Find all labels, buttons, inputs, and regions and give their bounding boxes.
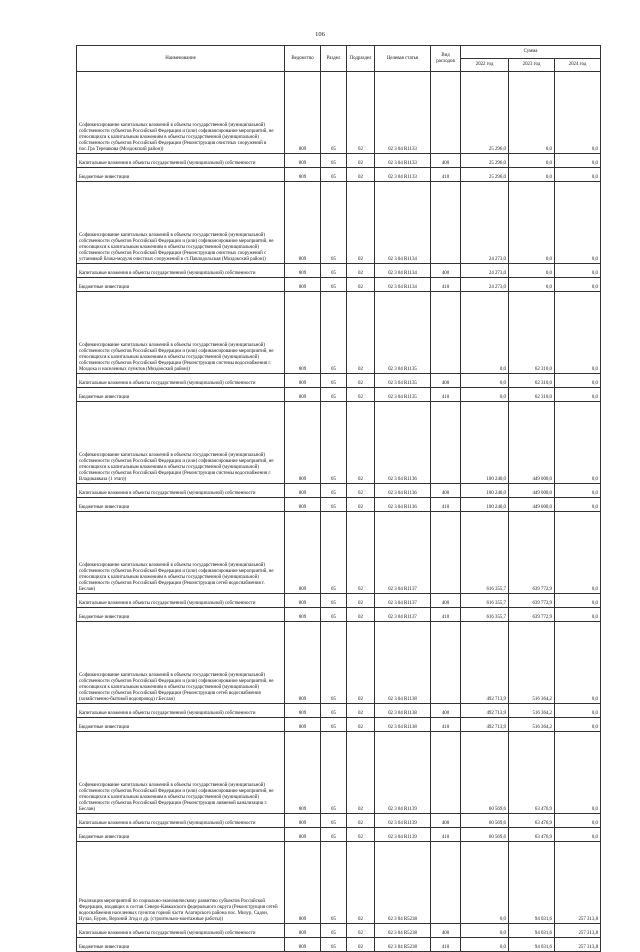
- table-row-program: [77, 622, 601, 704]
- cell-dept: 809: [285, 484, 321, 498]
- cell-dept: 809: [285, 374, 321, 388]
- cell-target: 02 3 04 R1134: [375, 264, 431, 278]
- cell-2022: 24 273,0: [461, 278, 509, 292]
- cell-name: Капитальные вложения в объекты государственной (муниципальной) собственности: [77, 814, 285, 828]
- cell-dept: 809: [285, 512, 321, 594]
- page-number: 106: [315, 31, 325, 38]
- cell-2022: 24 273,0: [461, 264, 509, 278]
- table-row-program: [77, 402, 601, 484]
- cell-exp-type: 400: [431, 484, 461, 498]
- cell-subsection: 02: [347, 374, 375, 388]
- cell-2022: 100 240,0: [461, 484, 509, 498]
- cell-section: 05: [321, 374, 347, 388]
- cell-subsection: 02: [347, 168, 375, 182]
- cell-exp-type: 410: [431, 278, 461, 292]
- table-row: [77, 814, 601, 828]
- cell-2022: 0,0: [461, 388, 509, 402]
- cell-exp-type: 410: [431, 718, 461, 732]
- table-row-program: [77, 72, 601, 154]
- cell-name: Бюджетные инвестиции: [77, 388, 285, 402]
- cell-subsection: 02: [347, 278, 375, 292]
- table-row: [77, 388, 601, 402]
- cell-2023: 0,0: [509, 154, 555, 168]
- cell-subsection: 02: [347, 938, 375, 952]
- cell-name: Софинансирование капитальных вложений в объекты государственной (муниципальной) собственности субъектов Российской Федерации и (или) софинансирование мероприятий, не относящихся к капитальным вложениям в объекты государственной (муниципальной) собственности субъектов Российской Федерации (Реконструкция очистных сооружений в пос.Гра Терешкова (Моздокский район)): [77, 72, 285, 154]
- cell-target: 02 3 04 R1136: [375, 402, 431, 484]
- cell-section: 05: [321, 182, 347, 264]
- cell-2024: 257 313,8: [555, 842, 601, 924]
- cell-dept: 809: [285, 278, 321, 292]
- cell-2022: 0,0: [461, 374, 509, 388]
- cell-exp-type: [431, 842, 461, 924]
- cell-section: 05: [321, 72, 347, 154]
- cell-section: 05: [321, 498, 347, 512]
- table-row: [77, 924, 601, 938]
- cell-dept: 809: [285, 154, 321, 168]
- cell-section: 05: [321, 594, 347, 608]
- cell-subsection: 02: [347, 264, 375, 278]
- cell-2022: 616 355,7: [461, 608, 509, 622]
- cell-exp-type: 400: [431, 594, 461, 608]
- table-row-program: [77, 732, 601, 814]
- cell-section: 05: [321, 732, 347, 814]
- cell-section: 05: [321, 168, 347, 182]
- cell-2023: 94 031,6: [509, 842, 555, 924]
- cell-2022: 0,0: [461, 842, 509, 924]
- cell-target: 02 3 04 R5238: [375, 938, 431, 952]
- cell-2023: 449 000,0: [509, 402, 555, 484]
- cell-name: Софинансирование капитальных вложений в объекты государственной (муниципальной) собственности субъектов Российской Федерации и (или) софинансирование мероприятий, не относящихся к капитальным вложениям в объекты государственной (муниципальной) собственности субъектов Российской Федерации (Реконструкция системы водоснабжения г. Владикавказа (1 этап)): [77, 402, 285, 484]
- table-row-program: [77, 182, 601, 264]
- cell-2022: 0,0: [461, 924, 509, 938]
- cell-target: 02 3 04 R1135: [375, 388, 431, 402]
- header-name: Наименование: [77, 46, 285, 72]
- cell-2023: 449 000,0: [509, 484, 555, 498]
- cell-exp-type: 410: [431, 388, 461, 402]
- table-row: [77, 168, 601, 182]
- cell-exp-type: [431, 512, 461, 594]
- cell-section: 05: [321, 484, 347, 498]
- cell-2022: 100 240,0: [461, 498, 509, 512]
- cell-target: 02 3 04 R5238: [375, 842, 431, 924]
- table-body: [77, 72, 601, 952]
- cell-2024: 257 313,8: [555, 924, 601, 938]
- cell-name: Софинансирование капитальных вложений в объекты государственной (муниципальной) собственности субъектов Российской Федерации и (или) софинансирование мероприятий, не относящихся к капитальным вложениям в объекты государственной (муниципальной) собственности субъектов Российской Федерации (Реконструкция очистных сооружений с установкой блока-модуля очистных сооружений в ст.Павлодольская (Моздокский район)): [77, 182, 285, 264]
- cell-section: 05: [321, 828, 347, 842]
- table-row: [77, 594, 601, 608]
- cell-2024: 0,0: [555, 718, 601, 732]
- cell-2023: 63 476,9: [509, 814, 555, 828]
- cell-2024: 0,0: [555, 264, 601, 278]
- cell-exp-type: [431, 292, 461, 374]
- cell-target: 02 3 04 R1136: [375, 484, 431, 498]
- cell-subsection: 02: [347, 732, 375, 814]
- cell-dept: 809: [285, 168, 321, 182]
- cell-dept: 809: [285, 938, 321, 952]
- cell-exp-type: 410: [431, 608, 461, 622]
- header-target: Целевая статья: [375, 46, 431, 72]
- cell-exp-type: [431, 72, 461, 154]
- cell-subsection: 02: [347, 484, 375, 498]
- cell-exp-type: 400: [431, 924, 461, 938]
- cell-subsection: 02: [347, 402, 375, 484]
- cell-exp-type: 410: [431, 938, 461, 952]
- cell-target: 02 3 04 R1138: [375, 704, 431, 718]
- header-section: Раздел: [321, 46, 347, 72]
- cell-target: 02 3 04 R1139: [375, 828, 431, 842]
- table-row: [77, 718, 601, 732]
- cell-2024: 257 313,8: [555, 938, 601, 952]
- table-header: [77, 46, 601, 72]
- cell-2024: 0,0: [555, 484, 601, 498]
- cell-2024: 0,0: [555, 828, 601, 842]
- cell-section: 05: [321, 938, 347, 952]
- cell-2023: 639 772,9: [509, 608, 555, 622]
- cell-name: Бюджетные инвестиции: [77, 278, 285, 292]
- cell-exp-type: 410: [431, 498, 461, 512]
- header-2022: 2022 год: [461, 59, 509, 72]
- cell-dept: 809: [285, 814, 321, 828]
- cell-2023: 0,0: [509, 278, 555, 292]
- cell-dept: 809: [285, 292, 321, 374]
- cell-section: 05: [321, 608, 347, 622]
- cell-target: 02 3 04 R1138: [375, 622, 431, 704]
- header-sum: Сумма: [461, 46, 601, 59]
- cell-target: 02 3 04 R1139: [375, 732, 431, 814]
- cell-name: Софинансирование капитальных вложений в объекты государственной (муниципальной) собственности субъектов Российской Федерации и (или) софинансирование мероприятий, не относящихся к капитальным вложениям в объекты государственной (муниципальной) собственности субъектов Российской Федерации (Реконструкция системы водоснабжения г. Моздока и населенных пунктов (Моздокский район)): [77, 292, 285, 374]
- cell-subsection: 02: [347, 388, 375, 402]
- cell-2023: 516 364,2: [509, 622, 555, 704]
- cell-2023: 62 310,0: [509, 388, 555, 402]
- cell-section: 05: [321, 292, 347, 374]
- cell-name: Бюджетные инвестиции: [77, 608, 285, 622]
- table-row: [77, 264, 601, 278]
- cell-target: 02 3 04 R1133: [375, 72, 431, 154]
- table-row: [77, 278, 601, 292]
- cell-2024: 0,0: [555, 278, 601, 292]
- cell-2023: 0,0: [509, 72, 555, 154]
- cell-subsection: 02: [347, 512, 375, 594]
- cell-exp-type: [431, 732, 461, 814]
- cell-2024: 0,0: [555, 608, 601, 622]
- table-row: [77, 938, 601, 952]
- cell-2024: 0,0: [555, 732, 601, 814]
- cell-2022: 0,0: [461, 938, 509, 952]
- cell-target: 02 3 04 R1134: [375, 278, 431, 292]
- cell-dept: 809: [285, 924, 321, 938]
- cell-subsection: 02: [347, 594, 375, 608]
- cell-dept: 809: [285, 498, 321, 512]
- cell-name: Бюджетные инвестиции: [77, 168, 285, 182]
- table-row: [77, 704, 601, 718]
- cell-2022: 616 355,7: [461, 512, 509, 594]
- cell-dept: 809: [285, 828, 321, 842]
- cell-name: Капитальные вложения в объекты государственной (муниципальной) собственности: [77, 484, 285, 498]
- cell-2022: 25 296,0: [461, 154, 509, 168]
- cell-name: Реализация мероприятий по социально-экономическому развитию субъектов Российской Федерации, входящих в состав Северо-Кавказского федерального округа (Реконструкция сетей водоснабжения населенных пунктов горной части Алагирского района пос. Мизур, Садон, Нузал, Бурон, Верхний Згид и др. (строительно-монтажные работы)): [77, 842, 285, 924]
- cell-section: 05: [321, 388, 347, 402]
- cell-2024: 0,0: [555, 168, 601, 182]
- cell-subsection: 02: [347, 622, 375, 704]
- cell-target: 02 3 04 R5238: [375, 924, 431, 938]
- cell-name: Бюджетные инвестиции: [77, 498, 285, 512]
- cell-section: 05: [321, 704, 347, 718]
- cell-subsection: 02: [347, 292, 375, 374]
- cell-name: Софинансирование капитальных вложений в объекты государственной (муниципальной) собственности субъектов Российской Федерации и (или) софинансирование мероприятий, не относящихся к капитальным вложениям в объекты государственной (муниципальной) собственности субъектов Российской Федерации (Реконструкция сетей водоснабжения (хозяйственно-бытовой водопровод) г.Беслан): [77, 622, 285, 704]
- cell-2022: 24 273,0: [461, 182, 509, 264]
- cell-dept: 809: [285, 622, 321, 704]
- cell-target: 02 3 04 R1137: [375, 608, 431, 622]
- cell-target: 02 3 04 R1138: [375, 718, 431, 732]
- cell-2024: 0,0: [555, 512, 601, 594]
- cell-subsection: 02: [347, 828, 375, 842]
- cell-2023: 94 031,6: [509, 938, 555, 952]
- cell-name: Бюджетные инвестиции: [77, 938, 285, 952]
- cell-section: 05: [321, 842, 347, 924]
- cell-2022: 492 713,9: [461, 622, 509, 704]
- cell-section: 05: [321, 924, 347, 938]
- cell-section: 05: [321, 718, 347, 732]
- cell-name: Капитальные вложения в объекты государственной (муниципальной) собственности: [77, 264, 285, 278]
- cell-section: 05: [321, 264, 347, 278]
- cell-2023: 639 772,9: [509, 512, 555, 594]
- cell-target: 02 3 04 R1133: [375, 154, 431, 168]
- cell-dept: 809: [285, 402, 321, 484]
- header-2024: 2024 год: [555, 59, 601, 72]
- cell-2022: 25 296,0: [461, 168, 509, 182]
- cell-2022: 100 240,0: [461, 402, 509, 484]
- cell-2023: 0,0: [509, 168, 555, 182]
- cell-dept: 809: [285, 704, 321, 718]
- cell-exp-type: 410: [431, 168, 461, 182]
- cell-target: 02 3 04 R1133: [375, 168, 431, 182]
- cell-subsection: 02: [347, 924, 375, 938]
- cell-name: Софинансирование капитальных вложений в объекты государственной (муниципальной) собственности субъектов Российской Федерации и (или) софинансирование мероприятий, не относящихся к капитальным вложениям в объекты государственной (муниципальной) собственности субъектов Российской Федерации (Реконструкция ливневой канализации г. Беслан): [77, 732, 285, 814]
- budget-table: [76, 45, 601, 952]
- table-row-program: [77, 842, 601, 924]
- cell-name: Капитальные вложения в объекты государственной (муниципальной) собственности: [77, 704, 285, 718]
- cell-2022: 492 713,9: [461, 704, 509, 718]
- cell-section: 05: [321, 402, 347, 484]
- cell-subsection: 02: [347, 718, 375, 732]
- cell-name: Капитальные вложения в объекты государственной (муниципальной) собственности: [77, 374, 285, 388]
- cell-2022: 0,0: [461, 292, 509, 374]
- cell-2024: 0,0: [555, 594, 601, 608]
- cell-target: 02 3 04 R1136: [375, 498, 431, 512]
- cell-dept: 809: [285, 718, 321, 732]
- cell-name: Бюджетные инвестиции: [77, 828, 285, 842]
- cell-2022: 616 355,7: [461, 594, 509, 608]
- cell-dept: 809: [285, 388, 321, 402]
- cell-2023: 0,0: [509, 264, 555, 278]
- cell-dept: 809: [285, 182, 321, 264]
- cell-name: Софинансирование капитальных вложений в объекты государственной (муниципальной) собственности субъектов Российской Федерации и (или) софинансирование мероприятий, не относящихся к капитальным вложениям в объекты государственной (муниципальной) собственности субъектов Российской Федерации (Реконструкция сетей водоснабжения г. Беслан): [77, 512, 285, 594]
- cell-2022: 25 296,0: [461, 72, 509, 154]
- cell-subsection: 02: [347, 72, 375, 154]
- cell-2024: 0,0: [555, 814, 601, 828]
- cell-subsection: 02: [347, 182, 375, 264]
- cell-subsection: 02: [347, 608, 375, 622]
- cell-subsection: 02: [347, 498, 375, 512]
- table-row-program: [77, 512, 601, 594]
- cell-2024: 0,0: [555, 498, 601, 512]
- cell-2022: 60 569,6: [461, 814, 509, 828]
- cell-exp-type: [431, 622, 461, 704]
- header-2023: 2023 год: [509, 59, 555, 72]
- header-subsection: Подраздел: [347, 46, 375, 72]
- cell-2024: 0,0: [555, 154, 601, 168]
- cell-2024: 0,0: [555, 292, 601, 374]
- cell-2023: 516 364,2: [509, 718, 555, 732]
- cell-subsection: 02: [347, 842, 375, 924]
- cell-2022: 60 569,6: [461, 828, 509, 842]
- cell-section: 05: [321, 622, 347, 704]
- cell-target: 02 3 04 R1137: [375, 512, 431, 594]
- cell-dept: 809: [285, 608, 321, 622]
- cell-section: 05: [321, 814, 347, 828]
- table-row: [77, 154, 601, 168]
- cell-2023: 639 772,9: [509, 594, 555, 608]
- cell-section: 05: [321, 278, 347, 292]
- table-row: [77, 484, 601, 498]
- cell-section: 05: [321, 512, 347, 594]
- cell-2023: 63 476,9: [509, 732, 555, 814]
- cell-exp-type: 400: [431, 154, 461, 168]
- cell-subsection: 02: [347, 814, 375, 828]
- cell-dept: 809: [285, 842, 321, 924]
- table-row: [77, 374, 601, 388]
- cell-2023: 62 310,0: [509, 292, 555, 374]
- table-row: [77, 828, 601, 842]
- cell-2024: 0,0: [555, 388, 601, 402]
- cell-target: 02 3 04 R1139: [375, 814, 431, 828]
- cell-exp-type: [431, 402, 461, 484]
- cell-2022: 492 713,9: [461, 718, 509, 732]
- cell-target: 02 3 04 R1137: [375, 594, 431, 608]
- cell-2023: 0,0: [509, 182, 555, 264]
- cell-2024: 0,0: [555, 402, 601, 484]
- cell-target: 02 3 04 R1135: [375, 292, 431, 374]
- cell-exp-type: 410: [431, 828, 461, 842]
- table-row: [77, 608, 601, 622]
- cell-2023: 449 000,0: [509, 498, 555, 512]
- cell-exp-type: 400: [431, 814, 461, 828]
- cell-2023: 63 476,9: [509, 828, 555, 842]
- cell-target: 02 3 04 R1135: [375, 374, 431, 388]
- cell-exp-type: 400: [431, 264, 461, 278]
- cell-2023: 516 364,2: [509, 704, 555, 718]
- cell-name: Капитальные вложения в объекты государственной (муниципальной) собственности: [77, 594, 285, 608]
- cell-2022: 60 569,6: [461, 732, 509, 814]
- cell-dept: 809: [285, 264, 321, 278]
- cell-2024: 0,0: [555, 704, 601, 718]
- cell-subsection: 02: [347, 154, 375, 168]
- cell-2023: 94 031,6: [509, 924, 555, 938]
- header-dept: Ведомство: [285, 46, 321, 72]
- cell-2024: 0,0: [555, 374, 601, 388]
- cell-section: 05: [321, 154, 347, 168]
- table-row-program: [77, 292, 601, 374]
- cell-dept: 809: [285, 594, 321, 608]
- cell-exp-type: [431, 182, 461, 264]
- cell-2024: 0,0: [555, 622, 601, 704]
- cell-2024: 0,0: [555, 182, 601, 264]
- header-exp-type: Вид расходов: [431, 46, 461, 72]
- cell-2023: 62 310,0: [509, 374, 555, 388]
- cell-dept: 809: [285, 732, 321, 814]
- cell-exp-type: 400: [431, 374, 461, 388]
- cell-name: Бюджетные инвестиции: [77, 718, 285, 732]
- table-row: [77, 498, 601, 512]
- cell-name: Капитальные вложения в объекты государственной (муниципальной) собственности: [77, 924, 285, 938]
- cell-2024: 0,0: [555, 72, 601, 154]
- cell-dept: 809: [285, 72, 321, 154]
- cell-target: 02 3 04 R1134: [375, 182, 431, 264]
- cell-name: Капитальные вложения в объекты государственной (муниципальной) собственности: [77, 154, 285, 168]
- cell-subsection: 02: [347, 704, 375, 718]
- cell-exp-type: 400: [431, 704, 461, 718]
